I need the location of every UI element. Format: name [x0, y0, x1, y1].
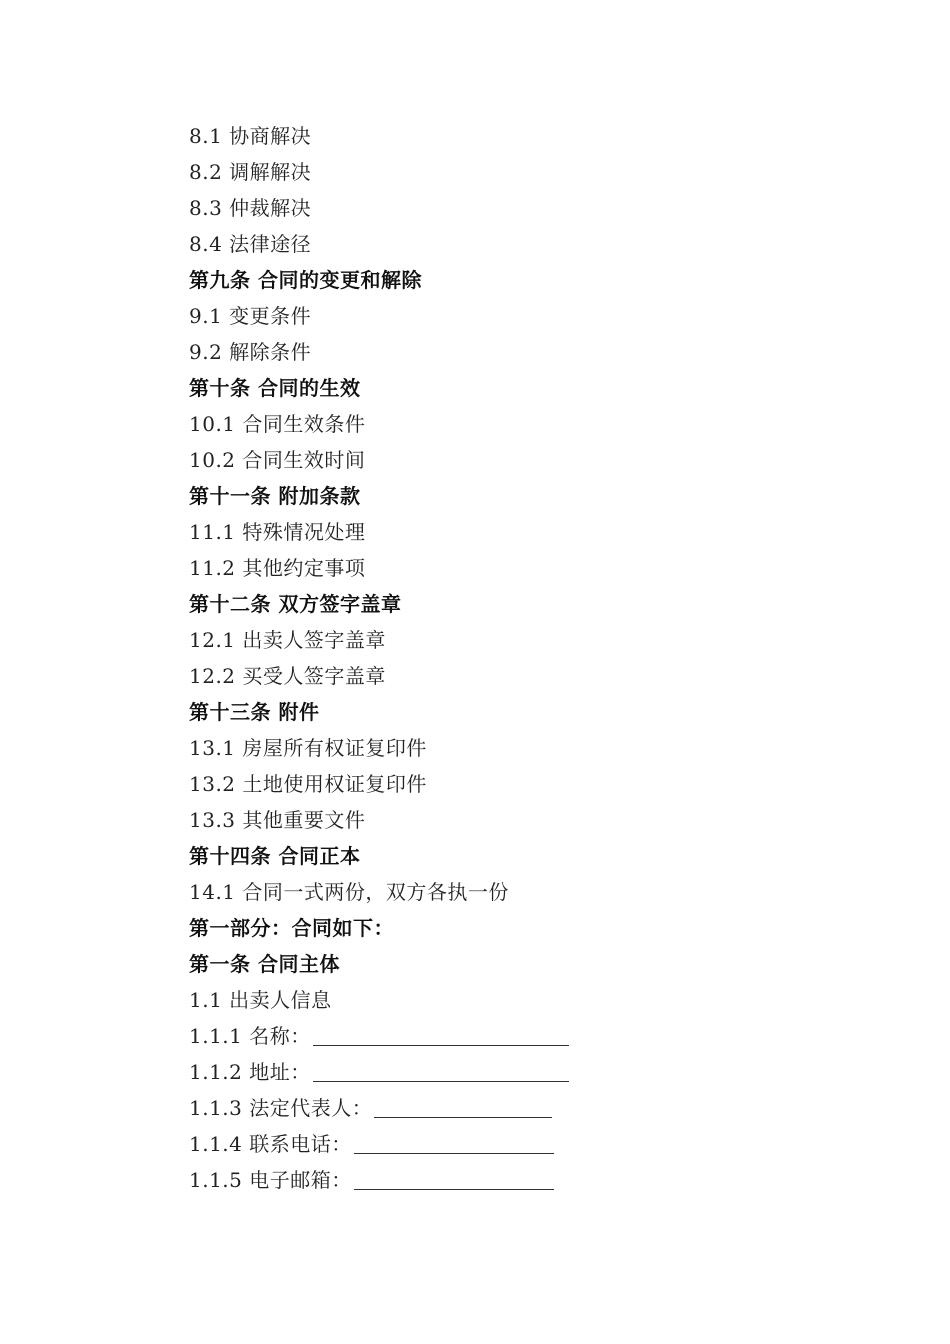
clause-1-1: 1.1 出卖人信息 [189, 988, 332, 1012]
clause-10-2: 10.2 合同生效时间 [189, 448, 366, 472]
clause-11-1: 11.1 特殊情况处理 [189, 520, 366, 544]
field-phone-row [189, 1126, 789, 1162]
field-name-blank[interactable] [313, 1021, 569, 1046]
clause-14-1: 14.1 合同一式两份，双方各执一份 [189, 880, 509, 904]
clause-8-2: 8.2 调解解决 [189, 160, 312, 184]
clause-9-1: 9.1 变更条件 [189, 304, 312, 328]
clause-13-2: 13.2 土地使用权证复印件 [189, 772, 427, 796]
clause-10-1: 10.1 合同生效条件 [189, 412, 366, 436]
clause-9-2: 9.2 解除条件 [189, 340, 312, 364]
field-email-row [189, 1162, 789, 1198]
field-phone-label: 1.1.4 联系电话： [189, 1132, 352, 1156]
clause-13-1: 13.1 房屋所有权证复印件 [189, 736, 427, 760]
clause-8-3: 8.3 仲裁解决 [189, 196, 312, 220]
clause-11-2: 11.2 其他约定事项 [189, 556, 366, 580]
field-address-row [189, 1054, 789, 1090]
clause-13-3: 13.3 其他重要文件 [189, 808, 366, 832]
field-address-label: 1.1.2 地址： [189, 1060, 311, 1084]
part-1-heading: 第一部分：合同如下： [189, 916, 394, 940]
field-address-blank[interactable] [313, 1057, 569, 1082]
article-12-heading: 第十二条 双方签字盖章 [189, 592, 402, 616]
field-legal-rep-label: 1.1.3 法定代表人： [189, 1096, 373, 1120]
article-13-heading: 第十三条 附件 [189, 700, 320, 724]
clause-12-1: 12.1 出卖人签字盖章 [189, 628, 386, 652]
field-legal-rep-row [189, 1090, 789, 1126]
field-name-label: 1.1.1 名称： [189, 1024, 311, 1048]
field-email-label: 1.1.5 电子邮箱： [189, 1168, 352, 1192]
document-page [189, 118, 789, 1198]
field-name-row [189, 1018, 789, 1054]
article-1-heading: 第一条 合同主体 [189, 952, 340, 976]
field-legal-rep-blank[interactable] [374, 1093, 552, 1118]
article-9-heading: 第九条 合同的变更和解除 [189, 268, 422, 292]
field-phone-blank[interactable] [354, 1129, 554, 1154]
article-14-heading: 第十四条 合同正本 [189, 844, 361, 868]
clause-12-2: 12.2 买受人签字盖章 [189, 664, 386, 688]
field-email-blank[interactable] [354, 1165, 554, 1190]
article-10-heading: 第十条 合同的生效 [189, 376, 361, 400]
article-11-heading: 第十一条 附加条款 [189, 484, 361, 508]
clause-8-1: 8.1 协商解决 [189, 124, 312, 148]
clause-8-4: 8.4 法律途径 [189, 232, 312, 256]
